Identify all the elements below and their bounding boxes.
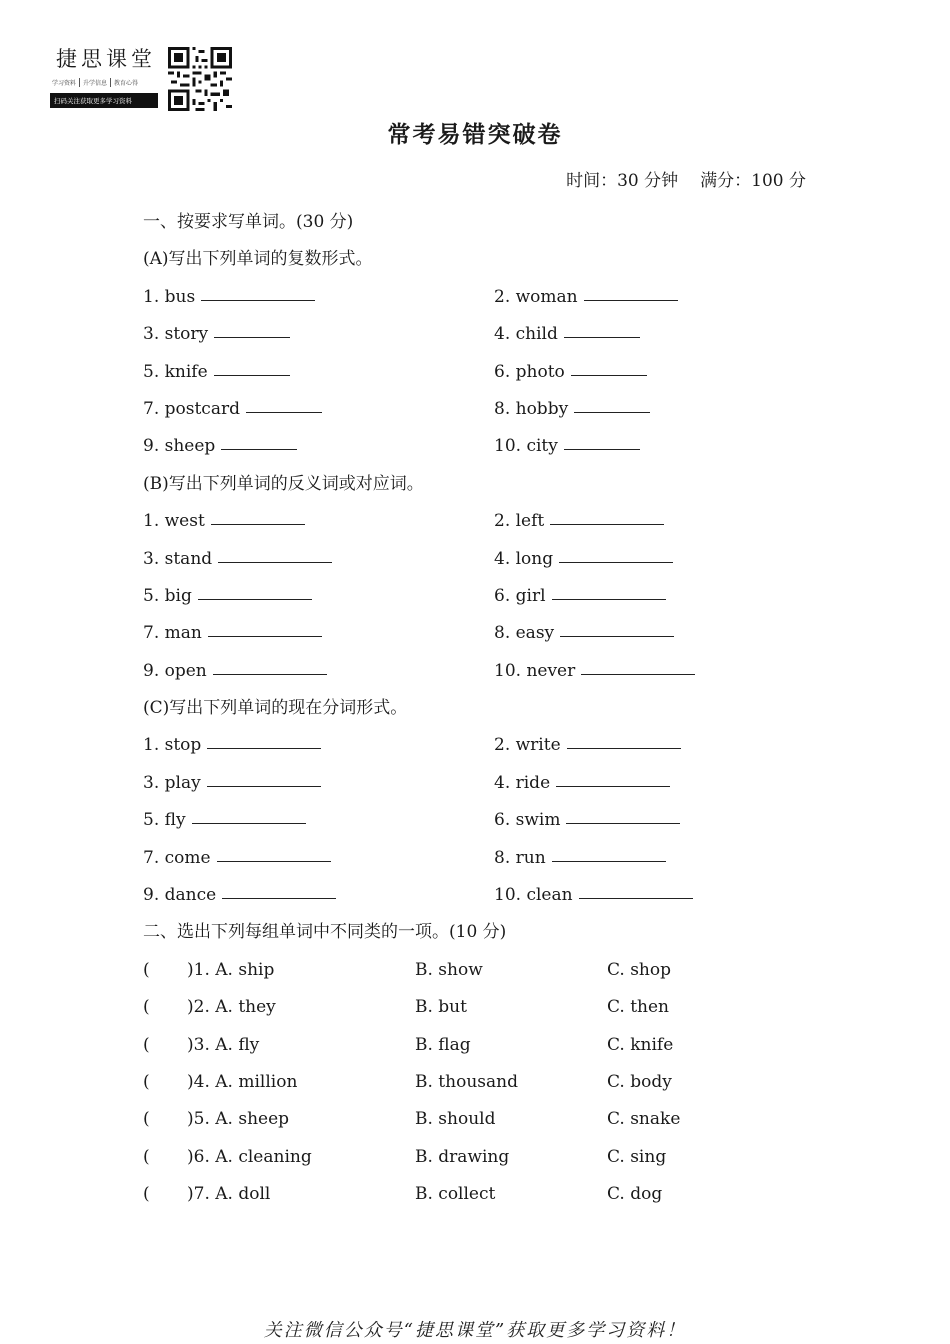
answer-blank[interactable] bbox=[579, 897, 693, 899]
answer-blank[interactable] bbox=[246, 411, 322, 413]
page-footer: 关注微信公众号“捷思课堂”获取更多学习资料！ bbox=[263, 1320, 687, 1341]
question-row bbox=[143, 615, 823, 652]
brand-name: 捷思课堂 bbox=[56, 47, 156, 71]
brand-tags bbox=[52, 78, 160, 87]
answer-paren[interactable]: ( bbox=[143, 1184, 150, 1205]
question-label: 8. easy bbox=[494, 623, 555, 644]
answer-blank[interactable] bbox=[218, 561, 332, 563]
exam-info bbox=[566, 166, 806, 191]
page-title: 常考易错突破卷 bbox=[387, 122, 563, 148]
question-label: 10. never bbox=[494, 660, 576, 681]
answer-paren[interactable]: ( bbox=[143, 997, 150, 1018]
option-b: B. should bbox=[415, 1109, 496, 1130]
question-row bbox=[143, 541, 823, 578]
option-c: C. sing bbox=[607, 1146, 667, 1167]
question-label: 5. big bbox=[143, 585, 192, 606]
answer-blank[interactable] bbox=[564, 448, 640, 450]
brand-slogan: 扫码关注获取更多学习资料 bbox=[50, 93, 158, 108]
qr-code-icon bbox=[168, 47, 232, 111]
section-heading: 一、按要求写单词。(30 分) bbox=[143, 212, 354, 232]
answer-paren[interactable]: ( bbox=[143, 1109, 150, 1130]
answer-paren[interactable]: ( bbox=[143, 1146, 150, 1167]
question-row bbox=[143, 877, 823, 914]
time-limit: 时间：30 分钟 bbox=[566, 171, 679, 191]
option-b: B. flag bbox=[415, 1034, 471, 1055]
answer-paren[interactable]: ( bbox=[143, 1034, 150, 1055]
choice-row bbox=[143, 952, 823, 989]
brand-tag: 升学信息 bbox=[83, 78, 111, 87]
question-label: 1. west bbox=[143, 511, 205, 532]
answer-blank[interactable] bbox=[584, 299, 678, 301]
option-b: B. but bbox=[415, 997, 467, 1018]
choice-row bbox=[143, 989, 823, 1026]
question-label: 4. ride bbox=[494, 772, 551, 793]
brand-tag: 学习资料 bbox=[52, 78, 80, 87]
option-a: )7. A. doll bbox=[187, 1184, 271, 1205]
answer-blank[interactable] bbox=[560, 635, 674, 637]
question-label: 7. man bbox=[143, 623, 202, 644]
answer-blank[interactable] bbox=[552, 598, 666, 600]
answer-blank[interactable] bbox=[214, 336, 290, 338]
exam-content bbox=[143, 204, 823, 1214]
question-row bbox=[143, 727, 823, 764]
question-label: 1. stop bbox=[143, 735, 202, 756]
question-row bbox=[143, 428, 823, 465]
question-label: 9. dance bbox=[143, 885, 217, 906]
question-label: 9. open bbox=[143, 660, 207, 681]
question-label: 1. bus bbox=[143, 286, 196, 307]
answer-blank[interactable] bbox=[217, 860, 331, 862]
answer-blank[interactable] bbox=[564, 336, 640, 338]
question-label: 10. clean bbox=[494, 885, 573, 906]
answer-blank[interactable] bbox=[567, 747, 681, 749]
answer-paren[interactable]: ( bbox=[143, 1071, 150, 1092]
full-score: 满分：100 分 bbox=[700, 171, 806, 191]
choice-row bbox=[143, 1101, 823, 1138]
question-label: 3. play bbox=[143, 772, 201, 793]
choice-row bbox=[143, 1064, 823, 1101]
question-row bbox=[143, 503, 823, 540]
question-row bbox=[143, 354, 823, 391]
answer-blank[interactable] bbox=[211, 523, 305, 525]
brand-tag: 教育心得 bbox=[114, 80, 139, 87]
answer-blank[interactable] bbox=[566, 822, 680, 824]
answer-blank[interactable] bbox=[221, 448, 297, 450]
answer-blank[interactable] bbox=[192, 822, 306, 824]
option-c: C. then bbox=[607, 997, 669, 1018]
option-a: )6. A. cleaning bbox=[187, 1146, 312, 1167]
question-label: 10. city bbox=[494, 436, 558, 457]
question-label: 8. run bbox=[494, 847, 546, 868]
option-a: )4. A. million bbox=[187, 1071, 298, 1092]
option-c: C. body bbox=[607, 1071, 672, 1092]
question-row bbox=[143, 802, 823, 839]
question-label: 5. fly bbox=[143, 810, 186, 831]
question-label: 7. come bbox=[143, 847, 211, 868]
option-c: C. dog bbox=[607, 1184, 663, 1205]
option-c: C. knife bbox=[607, 1034, 674, 1055]
answer-blank[interactable] bbox=[214, 374, 290, 376]
option-a: )1. A. ship bbox=[187, 959, 275, 980]
subsection-heading: (C)写出下列单词的现在分词形式。 bbox=[143, 698, 408, 719]
option-b: B. drawing bbox=[415, 1146, 510, 1167]
question-label: 9. sheep bbox=[143, 436, 216, 457]
question-label: 3. stand bbox=[143, 548, 213, 569]
answer-blank[interactable] bbox=[574, 411, 650, 413]
brand-logo bbox=[50, 46, 160, 108]
question-row bbox=[143, 316, 823, 353]
question-row bbox=[143, 391, 823, 428]
subsection-heading: (B)写出下列单词的反义词或对应词。 bbox=[143, 473, 424, 494]
question-row bbox=[143, 653, 823, 690]
answer-blank[interactable] bbox=[198, 598, 312, 600]
question-label: 2. left bbox=[494, 511, 545, 532]
question-row bbox=[143, 578, 823, 615]
question-label: 7. postcard bbox=[143, 398, 240, 419]
question-label: 2. write bbox=[494, 735, 561, 756]
option-b: B. collect bbox=[415, 1184, 496, 1205]
subsection-heading: (A)写出下列单词的复数形式。 bbox=[143, 249, 373, 270]
answer-blank[interactable] bbox=[207, 747, 321, 749]
question-label: 2. woman bbox=[494, 286, 578, 307]
question-label: 6. photo bbox=[494, 361, 565, 382]
answer-blank[interactable] bbox=[208, 635, 322, 637]
answer-blank[interactable] bbox=[201, 299, 315, 301]
answer-blank[interactable] bbox=[559, 561, 673, 563]
question-label: 8. hobby bbox=[494, 398, 569, 419]
option-c: C. snake bbox=[607, 1109, 681, 1130]
option-a: )5. A. sheep bbox=[187, 1109, 290, 1130]
answer-blank[interactable] bbox=[552, 860, 666, 862]
option-b: B. show bbox=[415, 959, 483, 980]
answer-blank[interactable] bbox=[222, 897, 336, 899]
answer-blank[interactable] bbox=[571, 374, 647, 376]
question-label: 4. long bbox=[494, 548, 554, 569]
answer-blank[interactable] bbox=[556, 785, 670, 787]
answer-blank[interactable] bbox=[207, 785, 321, 787]
question-label: 6. girl bbox=[494, 585, 546, 606]
answer-paren[interactable]: ( bbox=[143, 959, 150, 980]
option-b: B. thousand bbox=[415, 1071, 518, 1092]
question-label: 6. swim bbox=[494, 810, 561, 831]
answer-blank[interactable] bbox=[581, 673, 695, 675]
option-a: )3. A. fly bbox=[187, 1034, 260, 1055]
question-label: 5. knife bbox=[143, 361, 208, 382]
question-label: 4. child bbox=[494, 324, 558, 345]
choice-row bbox=[143, 1139, 823, 1176]
option-a: )2. A. they bbox=[187, 997, 276, 1018]
answer-blank[interactable] bbox=[213, 673, 327, 675]
answer-blank[interactable] bbox=[550, 523, 664, 525]
choice-row bbox=[143, 1176, 823, 1213]
question-row bbox=[143, 765, 823, 802]
question-row bbox=[143, 840, 823, 877]
option-c: C. shop bbox=[607, 959, 671, 980]
question-label: 3. story bbox=[143, 324, 209, 345]
choice-row bbox=[143, 1027, 823, 1064]
section-heading: 二、选出下列每组单词中不同类的一项。(10 分) bbox=[143, 922, 507, 943]
question-row bbox=[143, 279, 823, 316]
